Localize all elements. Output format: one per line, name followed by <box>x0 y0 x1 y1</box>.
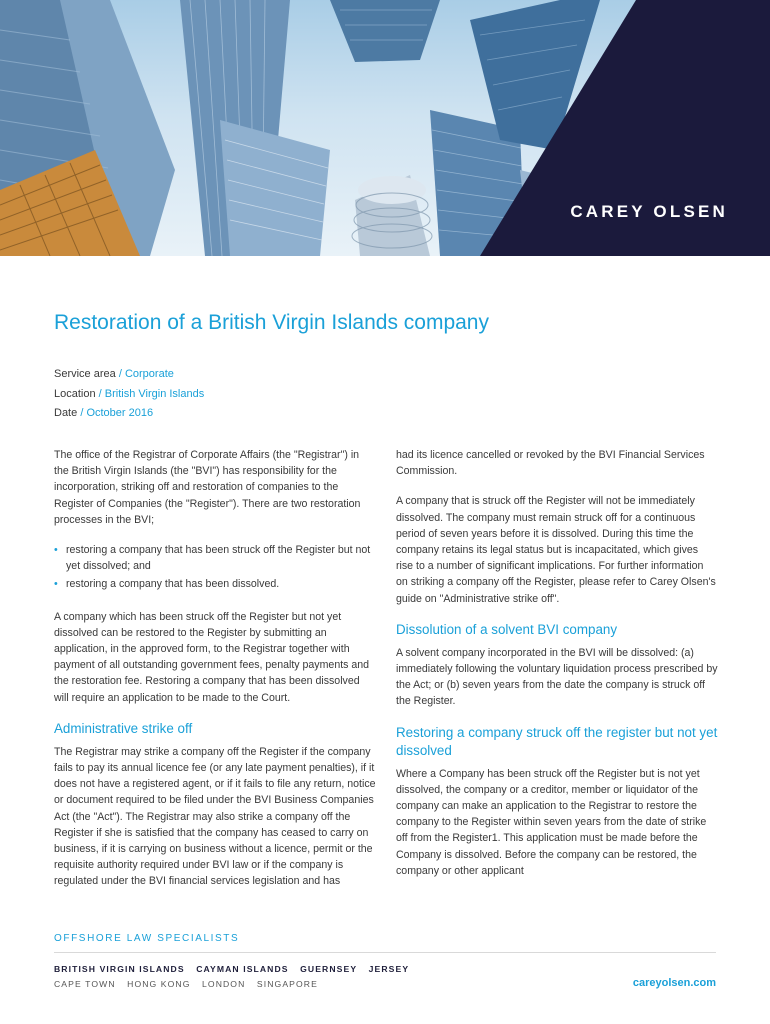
page-title: Restoration of a British Virgin Islands company <box>54 311 489 334</box>
footer-divider <box>54 952 716 953</box>
footer-tagline: OFFSHORE LAW SPECIALISTS <box>54 933 240 944</box>
heading-restoring-struck-off: Restoring a company struck off the register but not yet dissolved <box>396 724 718 758</box>
left-column <box>54 447 376 904</box>
list-item: • restoring a company that has been struck off the Register but not yet dissolved; and <box>54 542 376 574</box>
office-item: JERSEY <box>368 964 410 974</box>
document-meta <box>54 365 204 424</box>
brand-logo: CAREY OLSEN <box>570 202 728 221</box>
meta-date: Date / October 2016 <box>54 407 154 419</box>
office-item: LONDON <box>202 979 246 989</box>
restoration-paragraph: A company which has been struck off the Register but not yet dissolved can be restored to the Register by submitting an application, in the approved form, to the Registrar together with payment of all outstanding government fees, penalty payments and the restoration fee. Restoring a company that has been dissolved will require an application to be made to the Court. <box>54 610 370 704</box>
office-item: SINGAPORE <box>256 979 318 989</box>
intro-paragraph: The office of the Registrar of Corporate Affairs (the "Registrar") in the British Virgin Islands (the "BVI") has responsibility for the incorporation, striking off and restoration of companies to the Register of Companies (the "Register"). There are two restoration processes in the BVI; <box>54 449 361 526</box>
restoring-paragraph: Where a Company has been struck off the Register but is not yet dissolved, the company or a creditor, member or liquidator of the company can make an application to the Registrar to restore the company to the Register within seven years from the date of strike off from the Register1. This application must be made before the Company is dissolved. Before the company can be restored, the company or other applicant <box>396 767 707 877</box>
strike-off-paragraph: The Registrar may strike a company off the Register if the company fails to pay its annual licence fee (or any late payment penalties), if it does not have a registered agent, or if it fails to file any return, notice or document required to be filed under the BVI Business Companies Act (the "Act"). The Registrar may also strike a company off the Register if she is satisfied that the company has ceased to carry on business, if it is carrying on business without a licence, permit or the requisite authority required under BVI law or if the company is regulated under the BVI financial services legislation and has <box>54 745 376 888</box>
offices-secondary <box>54 979 326 989</box>
meta-location: Location / British Virgin Islands <box>54 387 205 400</box>
hero-image <box>0 0 770 256</box>
office-item: GUERNSEY <box>300 964 358 974</box>
location-value[interactable]: British Virgin Islands <box>104 387 205 400</box>
licence-paragraph: had its licence cancelled or revoked by the BVI Financial Services Commission. <box>396 449 705 478</box>
office-item: CAYMAN ISLANDS <box>196 964 289 974</box>
struck-off-paragraph: A company that is struck off the Register will not be immediately dissolved. The company must remain struck off for a continuous period of seven years before it is dissolved. During this time the company retains its legal status but is incapacitated, which gives rise to a number of significant implications. For further information on striking a company off the Register, please refer to Carey Olsen's guide on "Administrative strike off". <box>396 495 716 605</box>
office-item: HONG KONG <box>127 979 191 989</box>
date-value: October 2016 <box>86 407 154 419</box>
meta-service-area: Service area / Corporate <box>54 368 174 380</box>
dissolution-paragraph: A solvent company incorporated in the BVI will be dissolved: (a) immediately following the voluntary liquidation process prescribed by the Act; or (b) seven years from the date the company is struck off the Register. <box>396 646 718 708</box>
offices-primary <box>54 964 417 974</box>
office-item: CAPE TOWN <box>54 979 116 989</box>
right-column <box>396 447 718 893</box>
service-area-value[interactable]: Corporate <box>124 368 174 380</box>
office-item: BRITISH VIRGIN ISLANDS <box>54 964 185 974</box>
heading-dissolution: Dissolution of a solvent BVI company <box>396 621 618 637</box>
website-link[interactable]: careyolsen.com <box>632 977 716 989</box>
restoration-process-list <box>54 542 376 593</box>
heading-administrative-strike-off: Administrative strike off <box>54 720 193 736</box>
list-item: • restoring a company that has been dissolved. <box>54 576 376 592</box>
